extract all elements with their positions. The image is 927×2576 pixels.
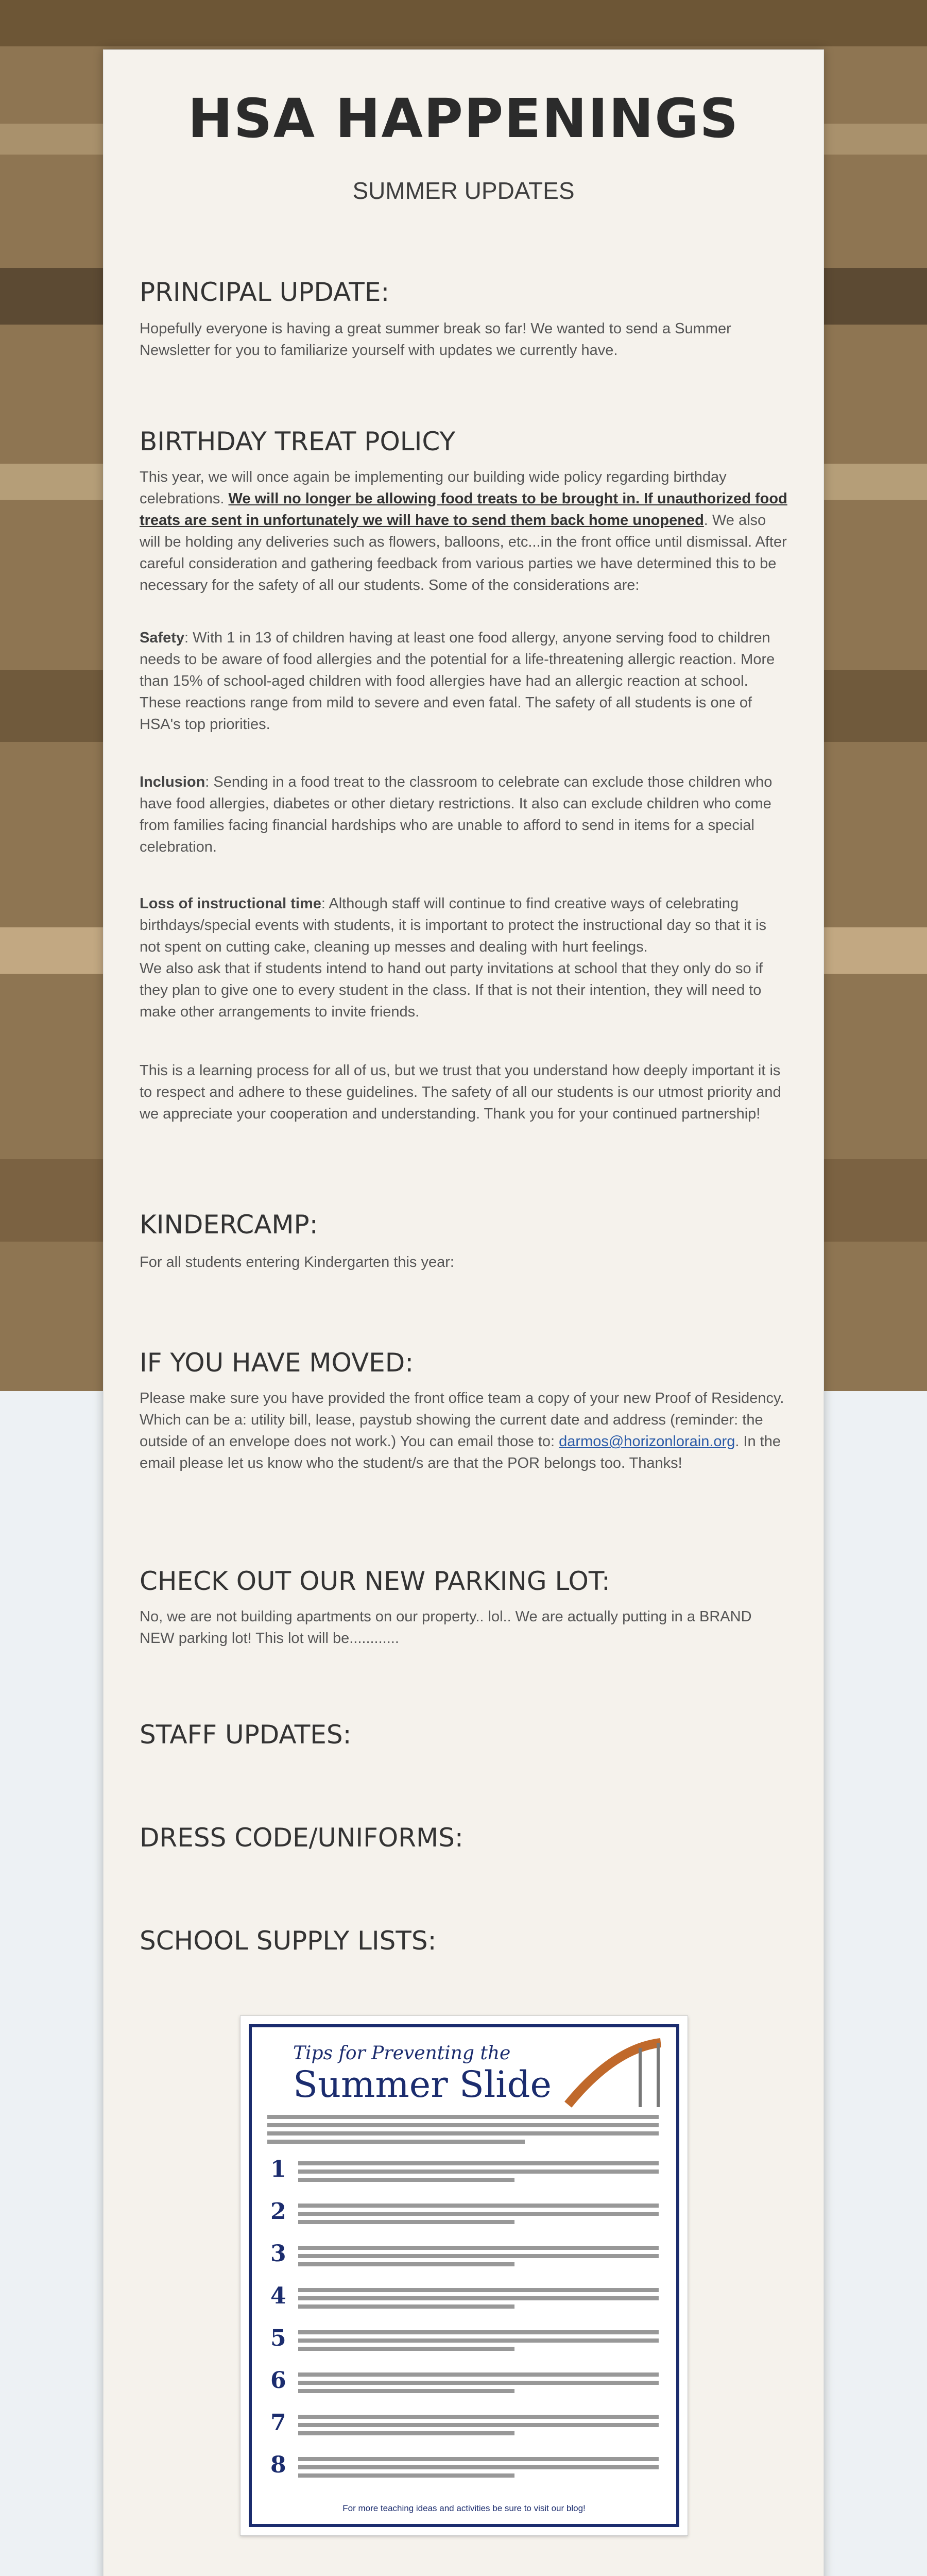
flyer-tip-text-line [298, 2161, 659, 2165]
slide-icon [563, 2038, 666, 2110]
flyer-tip-text-line [298, 2465, 659, 2469]
flyer-tip-text-line [298, 2212, 659, 2216]
birthday-closing: This is a learning process for all of us, but we trust that you understand how deeply important it is to respect and adhere to these guidelines. The safety of all our students is our utmost priority and we appreciate your cooperation and understanding. Thank you for your continued partnership! [140, 1062, 781, 1122]
flyer-tip-text-line [298, 2246, 659, 2250]
loss-paragraph: Loss of instructional time: Although staff will continue to find creative ways of celebrating birthdays/special events with students, it is important to protect the instructional day so that it is not spent on cutting cake, cleaning up messes and dealing with hurt feelings. We also ask that if students intend to hand out party invitations at school that they only do so if they plan to give one to every student in the class. If that is not their intention, they will need to make other arrangements to invite friends. [140, 895, 766, 1020]
flyer-tip-text-line [298, 2262, 514, 2266]
flyer-tip-text-line [298, 2372, 659, 2377]
flyer-tip-text-line [298, 2254, 659, 2258]
kindercamp-heading: KINDERCAMP: [140, 1210, 318, 1240]
flyer-tip-text-line [298, 2178, 514, 2182]
parking-heading: CHECK OUT OUR NEW PARKING LOT: [140, 1566, 610, 1596]
flyer-tip-text-line [298, 2381, 659, 2385]
dress-code-heading: DRESS CODE/UNIFORMS: [140, 1823, 464, 1853]
newsletter-title: HSA HAPPENINGS [187, 87, 740, 150]
flyer-title: Summer Slide [293, 2063, 552, 2106]
flyer-tip-text-line [298, 2170, 659, 2174]
flyer-tip-text-line [298, 2288, 659, 2292]
flyer-tip-number: 7 [270, 2410, 286, 2436]
flyer-tip-text-line [298, 2338, 659, 2343]
flyer-tip-text-line [298, 2220, 514, 2224]
email-link[interactable]: darmos@horizonlorain.org [559, 1433, 735, 1450]
flyer-tip-number: 2 [270, 2198, 286, 2225]
flyer-tip-text-line [298, 2431, 514, 2435]
staff-heading: STAFF UPDATES: [140, 1720, 352, 1750]
flyer-tip-text-line [298, 2423, 659, 2427]
newsletter-page [103, 49, 824, 2576]
flyer-tip-number: 4 [270, 2283, 286, 2309]
birthday-heading: BIRTHDAY TREAT POLICY [140, 427, 455, 456]
flyer-footer: For more teaching ideas and activities be sure to visit our blog! [342, 2503, 586, 2513]
moved-heading: IF YOU HAVE MOVED: [140, 1348, 414, 1378]
safety-paragraph: Safety: With 1 in 13 of children having at least one food allergy, anyone serving food to children needs to be aware of food allergies and the potential for a life-threatening allergic reaction. More than 15% of school-aged children with food allergies have had an allergic reaction at school. These reactions range from mild to severe and even fatal. The safety of all students is one of HSA's top priorities. [140, 630, 775, 733]
flyer-tip-text-line [298, 2389, 514, 2393]
flyer-tip-number: 3 [270, 2241, 286, 2267]
flyer-tip-text-line [298, 2330, 659, 2334]
flyer-tip: Tips for Preventing the [293, 2043, 511, 2064]
supply-heading: SCHOOL SUPPLY LISTS: [140, 1926, 437, 1956]
flyer-tip-text-line [298, 2347, 514, 2351]
moved-text: Please make sure you have provided the front office team a copy of your new Proof of Residency. Which can be a: utility bill, lease, paystub showing the current date and address (reminder: the outside of an envelope does not work.) You can email those to: darmos@horizonlorain.org. In the email please let us know who the student/s are that the POR belongs too. Thanks! [140, 1390, 784, 1471]
flyer-tip-number: 8 [270, 2452, 286, 2478]
flyer-tip-text-line [298, 2473, 514, 2478]
flyer-tip-text-line [298, 2457, 659, 2461]
flyer-tip-number: 1 [270, 2156, 286, 2182]
flyer-tip-text-line [298, 2415, 659, 2419]
birthday-intro: This year, we will once again be implementing our building wide policy regarding birthday celebrations. We will no longer be allowing food treats to be brought in. If unauthorized food treats are sent in unfortunately we will have to send them back home unopened. We also will be holding any deliveries such as flowers, balloons, etc...in the front office until dismissal. After careful consideration and gathering feedback from various parties we have determined this to be necessary for the safety of all our students. Some of the considerations are: [140, 469, 787, 594]
flyer-tip-number: 6 [270, 2367, 286, 2394]
parking-text: No, we are not building apartments on our property.. lol.. We are actually putting in a BRAND NEW parking lot! This lot will be............ [140, 1608, 752, 1647]
summer-slide-flyer [240, 2015, 688, 2536]
newsletter-subtitle: SUMMER UPDATES [352, 177, 575, 204]
flyer-tip-number: 5 [270, 2325, 286, 2351]
principal-heading: PRINCIPAL UPDATE: [140, 277, 390, 307]
principal-text: Hopefully everyone is having a great summer break so far! We wanted to send a Summer Newsletter for you to familiarize yourself with updates we currently have. [140, 320, 731, 359]
flyer-tip-text-line [298, 2304, 514, 2309]
flyer-tip-text-line [298, 2296, 659, 2300]
flyer-tip-text-line [298, 2204, 659, 2208]
inclusion-paragraph: Inclusion: Sending in a food treat to the classroom to celebrate can exclude those children who have food allergies, diabetes or other dietary restrictions. It also can exclude children who come from families facing financial hardships who are unable to afford to send in items for a special celebration. [140, 774, 772, 855]
kindercamp-text: For all students entering Kindergarten this year: [140, 1254, 454, 1270]
